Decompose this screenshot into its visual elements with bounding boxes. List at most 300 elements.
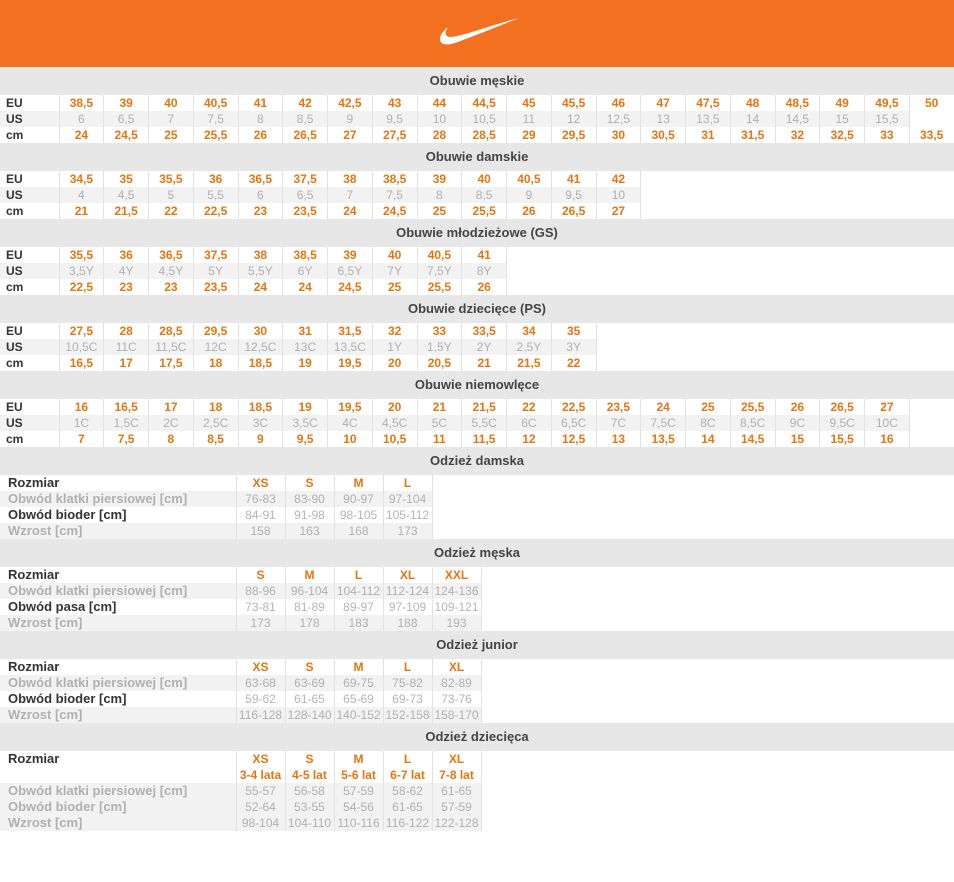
- empty-cell: [775, 203, 820, 219]
- size-cell: 81-89: [285, 599, 334, 615]
- size-cell: 116-128: [236, 707, 285, 723]
- size-cell: 30: [596, 127, 641, 143]
- size-cell: 11,5C: [149, 339, 194, 355]
- size-cell: 33: [417, 323, 462, 339]
- row-label: Rozmiar: [0, 567, 236, 583]
- empty-cell: [865, 279, 910, 295]
- row-label: Rozmiar: [0, 659, 236, 675]
- size-cell: 97-104: [383, 491, 432, 507]
- size-cell: 48: [730, 95, 775, 111]
- row-label: EU: [0, 95, 59, 111]
- size-cell: 9: [328, 111, 373, 127]
- size-cell: 27: [865, 399, 910, 415]
- size-cell: 25,5: [462, 203, 507, 219]
- size-row: [0, 247, 954, 263]
- size-cell: 3-4 lata: [236, 767, 285, 783]
- section-title: Odzież dziecięca: [0, 723, 954, 751]
- empty-cell: [686, 323, 731, 339]
- section-title: Obuwie młodzieżowe (GS): [0, 219, 954, 247]
- size-cell: 39: [417, 171, 462, 187]
- empty-cell: [909, 323, 954, 339]
- empty-cell: [730, 171, 775, 187]
- size-row: [0, 707, 481, 723]
- row-label: cm: [0, 127, 59, 143]
- row-label: US: [0, 415, 59, 431]
- size-cell: 46: [596, 95, 641, 111]
- empty-cell: [909, 263, 954, 279]
- size-cell: 89-97: [334, 599, 383, 615]
- size-cell: 1C: [59, 415, 104, 431]
- size-cell: 17: [149, 399, 194, 415]
- size-cell: 91-98: [285, 507, 334, 523]
- size-cell: 11,5: [462, 431, 507, 447]
- size-cell: 24,5: [104, 127, 149, 143]
- size-cell: 10: [328, 431, 373, 447]
- size-cell: 69-73: [383, 691, 432, 707]
- empty-cell: [865, 323, 910, 339]
- empty-cell: [775, 339, 820, 355]
- size-cell: 10: [417, 111, 462, 127]
- size-cell: 188: [383, 615, 432, 631]
- size-cell: 34,5: [59, 171, 104, 187]
- size-cell: 19: [283, 355, 328, 371]
- size-row: [0, 799, 481, 815]
- size-cell: 33: [865, 127, 910, 143]
- empty-cell: [641, 339, 686, 355]
- size-cell: 24: [283, 279, 328, 295]
- size-cell: 8: [417, 187, 462, 203]
- size-cell: 75-82: [383, 675, 432, 691]
- empty-cell: [641, 203, 686, 219]
- size-cell: 38,5: [372, 171, 417, 187]
- size-cell: 5-6 lat: [334, 767, 383, 783]
- size-cell: 5C: [417, 415, 462, 431]
- empty-cell: [730, 247, 775, 263]
- size-cell: 36: [193, 171, 238, 187]
- row-label: Wzrost [cm]: [0, 523, 236, 539]
- size-cell: XL: [432, 659, 481, 675]
- size-cell: 19,5: [328, 399, 373, 415]
- size-cell: 45,5: [551, 95, 596, 111]
- section-title: Odzież damska: [0, 447, 954, 475]
- section-title: Odzież męska: [0, 539, 954, 567]
- row-label: cm: [0, 279, 59, 295]
- clothing-size-table: [0, 659, 482, 723]
- size-cell: 13,5: [641, 431, 686, 447]
- empty-cell: [820, 263, 865, 279]
- size-cell: 14,5: [730, 431, 775, 447]
- size-cell: 13,5: [686, 111, 731, 127]
- size-cell: 11: [417, 431, 462, 447]
- size-cell: 40,5: [193, 95, 238, 111]
- size-cell: 5,5: [193, 187, 238, 203]
- size-cell: 42: [596, 171, 641, 187]
- empty-cell: [820, 203, 865, 219]
- size-cell: 40: [372, 247, 417, 263]
- size-cell: S: [236, 567, 285, 583]
- size-cell: 7-8 lat: [432, 767, 481, 783]
- size-cell: XS: [236, 475, 285, 491]
- empty-cell: [641, 263, 686, 279]
- empty-cell: [641, 187, 686, 203]
- size-cell: 16,5: [59, 355, 104, 371]
- size-cell: 22,5: [193, 203, 238, 219]
- size-cell: 124-136: [432, 583, 481, 599]
- empty-cell: [641, 323, 686, 339]
- size-cell: 19,5: [328, 355, 373, 371]
- size-cell: 38: [328, 171, 373, 187]
- size-cell: 18,5: [238, 355, 283, 371]
- empty-cell: [596, 339, 641, 355]
- clothing-size-table: [0, 567, 482, 631]
- size-cell: 193: [432, 615, 481, 631]
- empty-cell: [909, 355, 954, 371]
- size-cell: 23,5: [193, 279, 238, 295]
- empty-cell: [820, 355, 865, 371]
- size-cell: 6C: [507, 415, 552, 431]
- size-cell: 38,5: [283, 247, 328, 263]
- size-cell: 11: [507, 111, 552, 127]
- size-cell: 7: [328, 187, 373, 203]
- size-cell: 31,5: [328, 323, 373, 339]
- size-cell: 63-69: [285, 675, 334, 691]
- size-cell: 7,5: [193, 111, 238, 127]
- size-cell: 14: [730, 111, 775, 127]
- size-cell: 9: [507, 187, 552, 203]
- size-cell: 32: [372, 323, 417, 339]
- size-cell: 22,5: [59, 279, 104, 295]
- size-cell: 57-59: [334, 783, 383, 799]
- size-cell: 116-122: [383, 815, 432, 831]
- size-cell: 2,5Y: [507, 339, 552, 355]
- empty-cell: [730, 263, 775, 279]
- size-cell: 15: [775, 431, 820, 447]
- size-cell: 25: [372, 279, 417, 295]
- size-cell: 32: [775, 127, 820, 143]
- size-cell: 35: [551, 323, 596, 339]
- size-cell: 14,5: [775, 111, 820, 127]
- size-cell: 83-90: [285, 491, 334, 507]
- size-cell: 8,5: [193, 431, 238, 447]
- size-cell: 104-112: [334, 583, 383, 599]
- section-title: Obuwie niemowlęce: [0, 371, 954, 399]
- row-label: Obwód bioder [cm]: [0, 799, 236, 815]
- size-cell: L: [383, 475, 432, 491]
- size-cell: 21: [417, 399, 462, 415]
- size-row: [0, 263, 954, 279]
- size-cell: 97-109: [383, 599, 432, 615]
- size-cell: 42,5: [328, 95, 373, 111]
- size-cell: M: [334, 751, 383, 767]
- size-cell: 10,5C: [59, 339, 104, 355]
- brand-header: [0, 0, 954, 67]
- size-cell: 22: [149, 203, 194, 219]
- size-cell: 29: [507, 127, 552, 143]
- row-label: Obwód bioder [cm]: [0, 507, 236, 523]
- row-label: Obwód bioder [cm]: [0, 691, 236, 707]
- empty-cell: [909, 279, 954, 295]
- size-cell: 29,5: [193, 323, 238, 339]
- size-cell: 12,5: [551, 431, 596, 447]
- size-cell: 26: [238, 127, 283, 143]
- size-cell: 57-59: [432, 799, 481, 815]
- size-cell: 39: [104, 95, 149, 111]
- size-cell: 4,5Y: [149, 263, 194, 279]
- size-cell: 26,5: [820, 399, 865, 415]
- shoe-size-table: [0, 399, 954, 447]
- empty-cell: [507, 247, 552, 263]
- size-cell: 25: [149, 127, 194, 143]
- size-cell: 168: [334, 523, 383, 539]
- row-label: EU: [0, 399, 59, 415]
- size-cell: 163: [285, 523, 334, 539]
- size-cell: 140-152: [334, 707, 383, 723]
- size-cell: 32,5: [820, 127, 865, 143]
- size-cell: 27: [328, 127, 373, 143]
- empty-cell: [909, 111, 954, 127]
- size-cell: 178: [285, 615, 334, 631]
- empty-cell: [865, 203, 910, 219]
- size-cell: S: [285, 475, 334, 491]
- section-title: Obuwie dziecięce (PS): [0, 295, 954, 323]
- size-row: [0, 475, 432, 491]
- size-cell: 16,5: [104, 399, 149, 415]
- size-cell: 25,5: [193, 127, 238, 143]
- size-cell: 2,5C: [193, 415, 238, 431]
- row-label: US: [0, 339, 59, 355]
- size-cell: 18,5: [238, 399, 283, 415]
- size-cell: 6,5: [283, 187, 328, 203]
- row-label: EU: [0, 247, 59, 263]
- empty-cell: [596, 247, 641, 263]
- size-cell: 3,5C: [283, 415, 328, 431]
- size-cell: 82-89: [432, 675, 481, 691]
- empty-cell: [820, 323, 865, 339]
- size-cell: 9C: [775, 415, 820, 431]
- size-cell: 40: [462, 171, 507, 187]
- size-cell: 73-81: [236, 599, 285, 615]
- size-cell: 30: [238, 323, 283, 339]
- size-cell: L: [383, 659, 432, 675]
- row-label: Wzrost [cm]: [0, 615, 236, 631]
- size-cell: 33,5: [909, 127, 954, 143]
- size-cell: 38,5: [59, 95, 104, 111]
- size-cell: 63-68: [236, 675, 285, 691]
- size-cell: 183: [334, 615, 383, 631]
- size-cell: 7,5Y: [417, 263, 462, 279]
- empty-cell: [775, 171, 820, 187]
- size-cell: 26: [775, 399, 820, 415]
- row-label: Obwód pasa [cm]: [0, 599, 236, 615]
- size-cell: 13: [596, 431, 641, 447]
- size-cell: 40,5: [507, 171, 552, 187]
- size-row: [0, 599, 481, 615]
- empty-cell: [686, 339, 731, 355]
- size-cell: 5,5Y: [238, 263, 283, 279]
- empty-cell: [820, 247, 865, 263]
- clothing-size-table: [0, 475, 433, 539]
- clothing-size-table: [0, 751, 482, 831]
- size-cell: 26,5: [551, 203, 596, 219]
- size-cell: 28: [417, 127, 462, 143]
- size-cell: 24,5: [328, 279, 373, 295]
- section-title: Odzież junior: [0, 631, 954, 659]
- size-row: [0, 523, 432, 539]
- empty-cell: [686, 203, 731, 219]
- size-cell: 29,5: [551, 127, 596, 143]
- size-cell: 7,5: [372, 187, 417, 203]
- size-cell: 35,5: [149, 171, 194, 187]
- size-cell: 13C: [283, 339, 328, 355]
- empty-cell: [507, 279, 552, 295]
- row-label: Wzrost [cm]: [0, 815, 236, 831]
- empty-cell: [865, 263, 910, 279]
- size-cell: 8,5: [283, 111, 328, 127]
- size-cell: 27: [596, 203, 641, 219]
- empty-cell: [551, 247, 596, 263]
- size-row: [0, 675, 481, 691]
- size-cell: 7Y: [372, 263, 417, 279]
- size-cell: 37,5: [193, 247, 238, 263]
- empty-cell: [820, 339, 865, 355]
- size-cell: 104-110: [285, 815, 334, 831]
- size-cell: 16: [865, 431, 910, 447]
- size-cell: 58-62: [383, 783, 432, 799]
- size-cell: 59-62: [236, 691, 285, 707]
- empty-cell: [596, 279, 641, 295]
- size-cell: 21,5: [104, 203, 149, 219]
- row-label: Rozmiar: [0, 475, 236, 491]
- size-cell: 90-97: [334, 491, 383, 507]
- size-row: [0, 95, 954, 111]
- row-label: Obwód klatki piersiowej [cm]: [0, 675, 236, 691]
- empty-cell: [686, 279, 731, 295]
- size-cell: 30,5: [641, 127, 686, 143]
- size-cell: 4C: [328, 415, 373, 431]
- size-cell: XS: [236, 751, 285, 767]
- size-cell: 4,5C: [372, 415, 417, 431]
- size-cell: 158: [236, 523, 285, 539]
- row-label: Obwód klatki piersiowej [cm]: [0, 491, 236, 507]
- size-cell: M: [334, 659, 383, 675]
- size-row: [0, 615, 481, 631]
- size-cell: 12,5: [596, 111, 641, 127]
- row-label: Wzrost [cm]: [0, 707, 236, 723]
- size-cell: 69-75: [334, 675, 383, 691]
- empty-cell: [775, 247, 820, 263]
- size-row: [0, 111, 954, 127]
- size-cell: 5Y: [193, 263, 238, 279]
- size-cell: 22: [507, 399, 552, 415]
- size-cell: 28,5: [462, 127, 507, 143]
- size-cell: 31,5: [730, 127, 775, 143]
- size-cell: 4Y: [104, 263, 149, 279]
- size-cell: 9,5: [551, 187, 596, 203]
- empty-cell: [909, 339, 954, 355]
- size-row: [0, 691, 481, 707]
- size-cell: 48,5: [775, 95, 820, 111]
- size-cell: 4-5 lat: [285, 767, 334, 783]
- size-cell: 55-57: [236, 783, 285, 799]
- size-row: [0, 567, 481, 583]
- size-row: [0, 815, 481, 831]
- row-label: US: [0, 187, 59, 203]
- row-label: Obwód klatki piersiowej [cm]: [0, 583, 236, 599]
- size-cell: 1,5C: [104, 415, 149, 431]
- size-cell: 41: [462, 247, 507, 263]
- size-cell: 4,5: [104, 187, 149, 203]
- size-row: [0, 187, 954, 203]
- size-cell: 52-64: [236, 799, 285, 815]
- size-cell: 12,5C: [238, 339, 283, 355]
- size-cell: 24: [328, 203, 373, 219]
- size-cell: 61-65: [285, 691, 334, 707]
- size-cell: 110-116: [334, 815, 383, 831]
- size-cell: 25,5: [730, 399, 775, 415]
- size-cell: 88-96: [236, 583, 285, 599]
- size-cell: 8: [149, 431, 194, 447]
- size-cell: 31: [283, 323, 328, 339]
- empty-cell: [641, 279, 686, 295]
- empty-cell: [909, 187, 954, 203]
- size-cell: 50: [909, 95, 954, 111]
- size-cell: 39: [328, 247, 373, 263]
- size-cell: 73-76: [432, 691, 481, 707]
- size-cell: 21: [59, 203, 104, 219]
- size-cell: 44,5: [462, 95, 507, 111]
- size-row: [0, 171, 954, 187]
- section-title: Obuwie damskie: [0, 143, 954, 171]
- size-row: [0, 339, 954, 355]
- size-cell: 28,5: [149, 323, 194, 339]
- size-cell: 40,5: [417, 247, 462, 263]
- size-cell: 3,5Y: [59, 263, 104, 279]
- size-cell: 41: [238, 95, 283, 111]
- size-cell: 49: [820, 95, 865, 111]
- size-cell: 53-55: [285, 799, 334, 815]
- size-cell: 43: [372, 95, 417, 111]
- size-row: [0, 415, 954, 431]
- size-cell: 34: [507, 323, 552, 339]
- size-cell: 23: [149, 279, 194, 295]
- row-label: Rozmiar: [0, 751, 236, 767]
- size-cell: 3Y: [551, 339, 596, 355]
- size-row: [0, 783, 481, 799]
- size-cell: 4: [59, 187, 104, 203]
- size-cell: 35,5: [59, 247, 104, 263]
- size-cell: 25: [686, 399, 731, 415]
- size-cell: 12: [507, 431, 552, 447]
- empty-cell: [909, 171, 954, 187]
- empty-cell: [865, 187, 910, 203]
- size-cell: 23: [104, 279, 149, 295]
- size-row: [0, 751, 481, 767]
- row-label: US: [0, 263, 59, 279]
- size-cell: 2C: [149, 415, 194, 431]
- size-cell: 18: [193, 355, 238, 371]
- size-cell: 9,5: [372, 111, 417, 127]
- size-row: [0, 507, 432, 523]
- size-cell: 6-7 lat: [383, 767, 432, 783]
- size-cell: 17,5: [149, 355, 194, 371]
- size-cell: 27,5: [372, 127, 417, 143]
- size-row: [0, 279, 954, 295]
- empty-cell: [686, 355, 731, 371]
- size-cell: 24: [59, 127, 104, 143]
- size-cell: 8: [238, 111, 283, 127]
- size-cell: 22: [551, 355, 596, 371]
- empty-cell: [686, 171, 731, 187]
